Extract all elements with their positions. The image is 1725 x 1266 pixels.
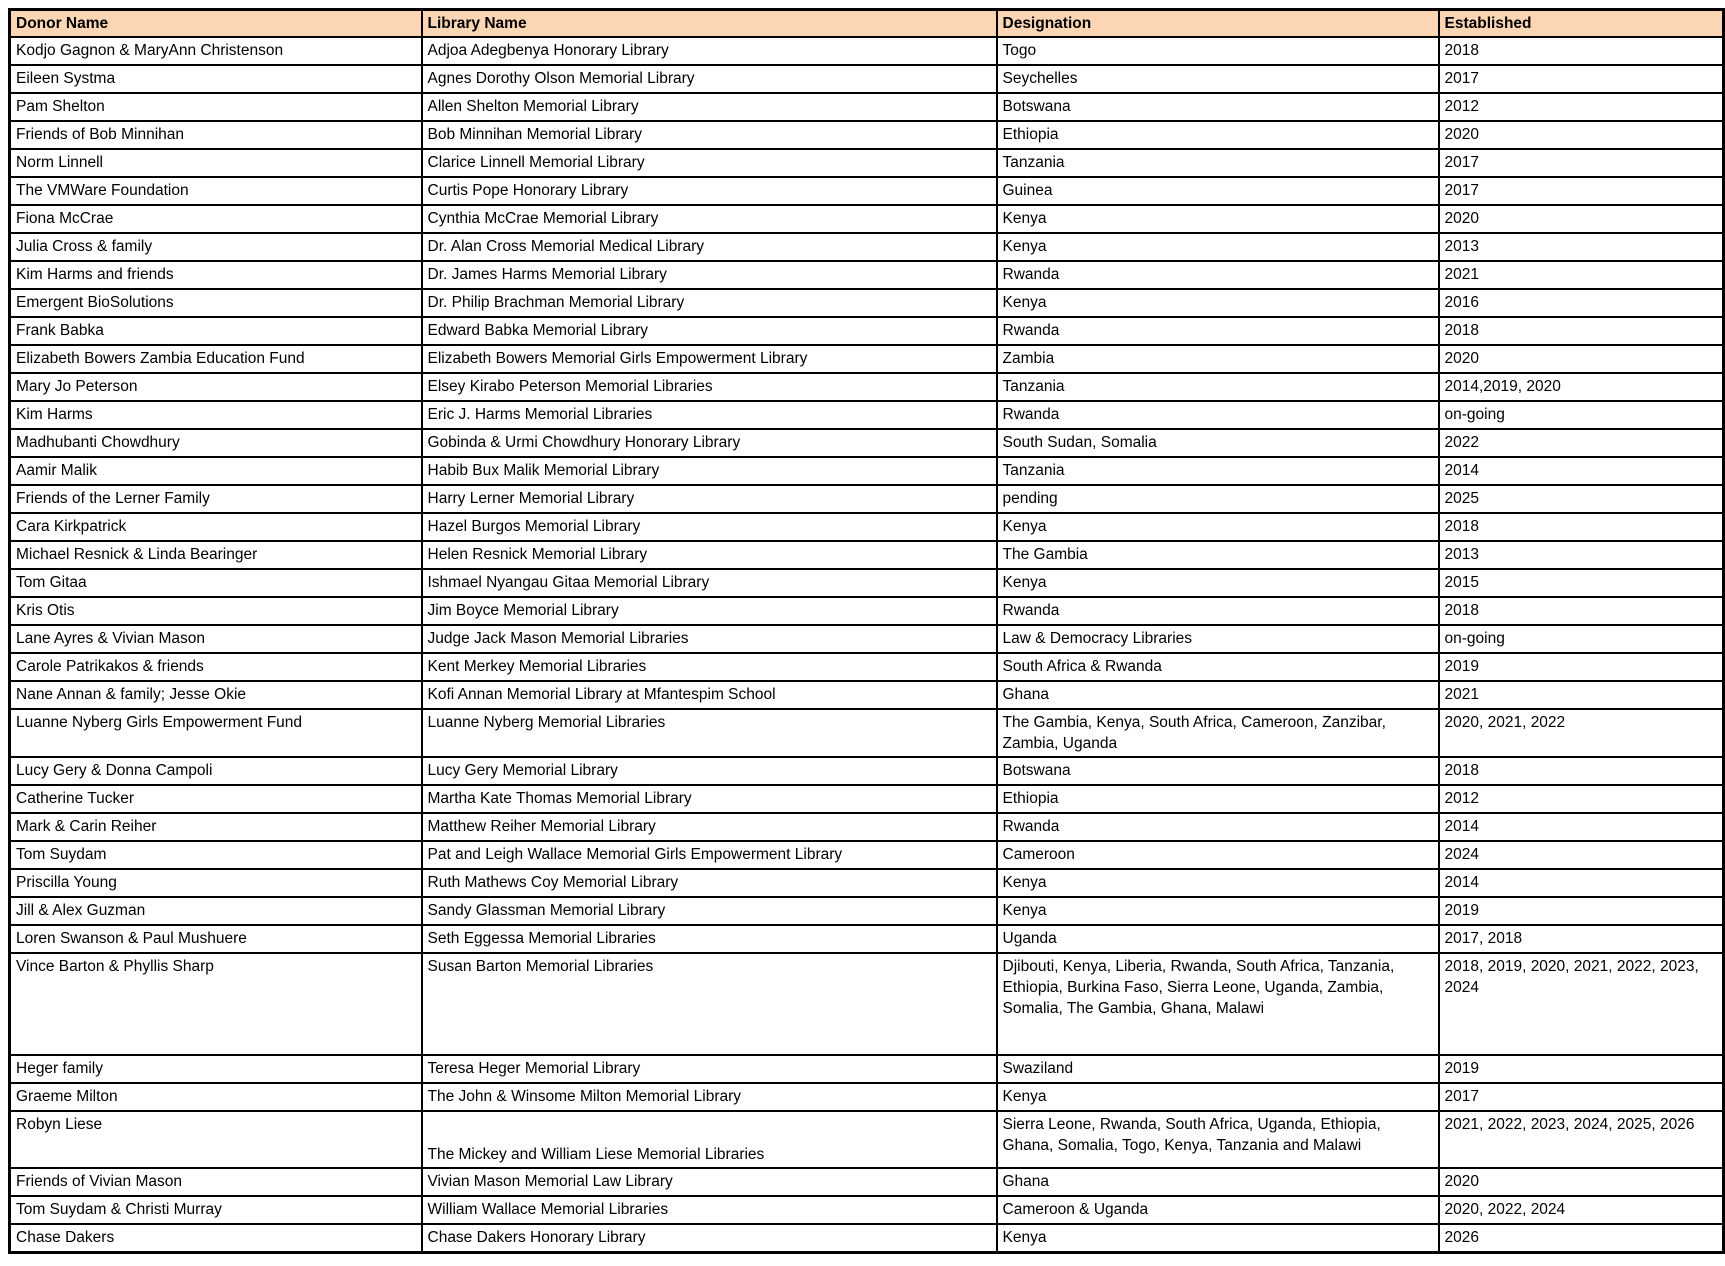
- cell-established: 2014,2019, 2020: [1439, 373, 1724, 401]
- cell-library: Agnes Dorothy Olson Memorial Library: [422, 65, 997, 93]
- cell-established: 2017: [1439, 65, 1724, 93]
- cell-library: Eric J. Harms Memorial Libraries: [422, 401, 997, 429]
- table-row: [10, 485, 1724, 513]
- cell-library: Gobinda & Urmi Chowdhury Honorary Library: [422, 429, 997, 457]
- cell-library: Bob Minnihan Memorial Library: [422, 121, 997, 149]
- cell-library: Adjoa Adegbenya Honorary Library: [422, 37, 997, 65]
- cell-donor: Graeme Milton: [10, 1083, 422, 1111]
- cell-library: Kent Merkey Memorial Libraries: [422, 653, 997, 681]
- cell-established: 2015: [1439, 569, 1724, 597]
- cell-designation: Ghana: [997, 681, 1439, 709]
- cell-designation: Kenya: [997, 289, 1439, 317]
- cell-established: 2025: [1439, 485, 1724, 513]
- cell-donor: Eileen Systma: [10, 65, 422, 93]
- cell-library: Clarice Linnell Memorial Library: [422, 149, 997, 177]
- cell-donor: The VMWare Foundation: [10, 177, 422, 205]
- cell-donor: Catherine Tucker: [10, 785, 422, 813]
- table-row: [10, 177, 1724, 205]
- cell-library: Pat and Leigh Wallace Memorial Girls Empowerment Library: [422, 841, 997, 869]
- table-row: [10, 373, 1724, 401]
- cell-designation: Zambia: [997, 345, 1439, 373]
- cell-library: Cynthia McCrae Memorial Library: [422, 205, 997, 233]
- table-row: [10, 429, 1724, 457]
- cell-established: 2017: [1439, 177, 1724, 205]
- table-row: [10, 457, 1724, 485]
- cell-established: 2018: [1439, 597, 1724, 625]
- table-row: [10, 1111, 1724, 1168]
- cell-designation: Law & Democracy Libraries: [997, 625, 1439, 653]
- cell-library: William Wallace Memorial Libraries: [422, 1196, 997, 1224]
- cell-established: 2014: [1439, 869, 1724, 897]
- cell-donor: Aamir Malik: [10, 457, 422, 485]
- cell-library: Habib Bux Malik Memorial Library: [422, 457, 997, 485]
- cell-designation: Tanzania: [997, 373, 1439, 401]
- cell-library: Dr. Alan Cross Memorial Medical Library: [422, 233, 997, 261]
- cell-donor: Kodjo Gagnon & MaryAnn Christenson: [10, 37, 422, 65]
- cell-established: 2013: [1439, 233, 1724, 261]
- cell-established: 2019: [1439, 897, 1724, 925]
- table-row: [10, 513, 1724, 541]
- cell-donor: Tom Gitaa: [10, 569, 422, 597]
- table-row: [10, 149, 1724, 177]
- cell-donor: Friends of Bob Minnihan: [10, 121, 422, 149]
- cell-designation: Botswana: [997, 93, 1439, 121]
- cell-donor: Luanne Nyberg Girls Empowerment Fund: [10, 709, 422, 757]
- cell-designation: Ethiopia: [997, 785, 1439, 813]
- table-row: [10, 625, 1724, 653]
- cell-library: Seth Eggessa Memorial Libraries: [422, 925, 997, 953]
- cell-donor: Nane Annan & family; Jesse Okie: [10, 681, 422, 709]
- cell-designation: Rwanda: [997, 261, 1439, 289]
- table-row: [10, 261, 1724, 289]
- cell-designation: Kenya: [997, 513, 1439, 541]
- cell-library: Chase Dakers Honorary Library: [422, 1224, 997, 1252]
- cell-library: Dr. James Harms Memorial Library: [422, 261, 997, 289]
- column-header-designation: Designation: [997, 10, 1439, 38]
- cell-library: Teresa Heger Memorial Library: [422, 1055, 997, 1083]
- cell-donor: Friends of the Lerner Family: [10, 485, 422, 513]
- cell-donor: Emergent BioSolutions: [10, 289, 422, 317]
- cell-designation: Swaziland: [997, 1055, 1439, 1083]
- table-row: [10, 869, 1724, 897]
- cell-donor: Robyn Liese: [10, 1111, 422, 1168]
- cell-established: 2017: [1439, 1083, 1724, 1111]
- column-header-donor-name: Donor Name: [10, 10, 422, 38]
- cell-donor: Cara Kirkpatrick: [10, 513, 422, 541]
- cell-library: Kofi Annan Memorial Library at Mfantespim School: [422, 681, 997, 709]
- cell-donor: Fiona McCrae: [10, 205, 422, 233]
- cell-donor: Friends of Vivian Mason: [10, 1168, 422, 1196]
- cell-established: 2021: [1439, 681, 1724, 709]
- table-row: [10, 813, 1724, 841]
- table-row: [10, 345, 1724, 373]
- table-row: [10, 317, 1724, 345]
- table-row: [10, 597, 1724, 625]
- cell-established: 2020: [1439, 1168, 1724, 1196]
- cell-established: 2020: [1439, 205, 1724, 233]
- table-body: [10, 37, 1724, 1252]
- cell-established: on-going: [1439, 401, 1724, 429]
- table-row: [10, 653, 1724, 681]
- table-row: [10, 289, 1724, 317]
- table-row: [10, 757, 1724, 785]
- cell-donor: Tom Suydam: [10, 841, 422, 869]
- cell-donor: Norm Linnell: [10, 149, 422, 177]
- cell-library: Jim Boyce Memorial Library: [422, 597, 997, 625]
- table-row: [10, 401, 1724, 429]
- cell-library: Curtis Pope Honorary Library: [422, 177, 997, 205]
- cell-library: Vivian Mason Memorial Law Library: [422, 1168, 997, 1196]
- table-row: [10, 841, 1724, 869]
- cell-library: Susan Barton Memorial Libraries: [422, 953, 997, 1055]
- cell-designation: Kenya: [997, 1083, 1439, 1111]
- document-sheet: [8, 8, 1725, 1254]
- table-row: [10, 1224, 1724, 1252]
- cell-donor: Kim Harms: [10, 401, 422, 429]
- cell-designation: pending: [997, 485, 1439, 513]
- cell-designation: Sierra Leone, Rwanda, South Africa, Uganda, Ethiopia, Ghana, Somalia, Togo, Kenya, Tanzania and Malawi: [997, 1111, 1439, 1168]
- table-row: [10, 65, 1724, 93]
- cell-donor: Elizabeth Bowers Zambia Education Fund: [10, 345, 422, 373]
- table-row: [10, 925, 1724, 953]
- table-row: [10, 569, 1724, 597]
- cell-designation: Rwanda: [997, 813, 1439, 841]
- cell-designation: Rwanda: [997, 317, 1439, 345]
- cell-library: Elsey Kirabo Peterson Memorial Libraries: [422, 373, 997, 401]
- cell-established: 2021: [1439, 261, 1724, 289]
- cell-library: Martha Kate Thomas Memorial Library: [422, 785, 997, 813]
- cell-designation: South Sudan, Somalia: [997, 429, 1439, 457]
- cell-library: Helen Resnick Memorial Library: [422, 541, 997, 569]
- cell-established: 2020: [1439, 345, 1724, 373]
- cell-donor: Lucy Gery & Donna Campoli: [10, 757, 422, 785]
- cell-designation: Seychelles: [997, 65, 1439, 93]
- cell-library: Edward Babka Memorial Library: [422, 317, 997, 345]
- table-row: [10, 541, 1724, 569]
- cell-established: 2020, 2021, 2022: [1439, 709, 1724, 757]
- table-row: [10, 37, 1724, 65]
- cell-established: 2021, 2022, 2023, 2024, 2025, 2026: [1439, 1111, 1724, 1168]
- cell-designation: Kenya: [997, 205, 1439, 233]
- cell-donor: Mary Jo Peterson: [10, 373, 422, 401]
- cell-library: Luanne Nyberg Memorial Libraries: [422, 709, 997, 757]
- cell-donor: Michael Resnick & Linda Bearinger: [10, 541, 422, 569]
- cell-donor: Madhubanti Chowdhury: [10, 429, 422, 457]
- cell-designation: Kenya: [997, 569, 1439, 597]
- cell-library: Ruth Mathews Coy Memorial Library: [422, 869, 997, 897]
- cell-donor: Heger family: [10, 1055, 422, 1083]
- cell-established: 2018, 2019, 2020, 2021, 2022, 2023, 2024: [1439, 953, 1724, 1055]
- cell-library: Sandy Glassman Memorial Library: [422, 897, 997, 925]
- cell-library: Judge Jack Mason Memorial Libraries: [422, 625, 997, 653]
- cell-established: 2017: [1439, 149, 1724, 177]
- cell-established: 2024: [1439, 841, 1724, 869]
- table-row: [10, 121, 1724, 149]
- cell-donor: Loren Swanson & Paul Mushuere: [10, 925, 422, 953]
- column-header-library-name: Library Name: [422, 10, 997, 38]
- cell-designation: South Africa & Rwanda: [997, 653, 1439, 681]
- cell-designation: The Gambia, Kenya, South Africa, Cameroon, Zanzibar, Zambia, Uganda: [997, 709, 1439, 757]
- table-row: [10, 1168, 1724, 1196]
- cell-designation: Rwanda: [997, 597, 1439, 625]
- cell-designation: Cameroon: [997, 841, 1439, 869]
- table-row: [10, 785, 1724, 813]
- cell-library: Matthew Reiher Memorial Library: [422, 813, 997, 841]
- table-header: [10, 10, 1724, 38]
- cell-designation: Guinea: [997, 177, 1439, 205]
- cell-donor: Frank Babka: [10, 317, 422, 345]
- cell-library: The John & Winsome Milton Memorial Library: [422, 1083, 997, 1111]
- cell-established: 2019: [1439, 653, 1724, 681]
- cell-established: 2012: [1439, 785, 1724, 813]
- cell-library: Hazel Burgos Memorial Library: [422, 513, 997, 541]
- cell-designation: Ghana: [997, 1168, 1439, 1196]
- table-row: [10, 897, 1724, 925]
- cell-donor: Vince Barton & Phyllis Sharp: [10, 953, 422, 1055]
- cell-established: 2012: [1439, 93, 1724, 121]
- cell-designation: Uganda: [997, 925, 1439, 953]
- cell-library: Harry Lerner Memorial Library: [422, 485, 997, 513]
- cell-established: 2019: [1439, 1055, 1724, 1083]
- cell-established: 2018: [1439, 513, 1724, 541]
- cell-designation: Cameroon & Uganda: [997, 1196, 1439, 1224]
- table-row: [10, 1083, 1724, 1111]
- cell-designation: The Gambia: [997, 541, 1439, 569]
- cell-donor: Kris Otis: [10, 597, 422, 625]
- cell-established: 2022: [1439, 429, 1724, 457]
- cell-established: 2020: [1439, 121, 1724, 149]
- table-row: [10, 93, 1724, 121]
- cell-established: 2020, 2022, 2024: [1439, 1196, 1724, 1224]
- cell-established: 2018: [1439, 37, 1724, 65]
- cell-designation: Kenya: [997, 869, 1439, 897]
- cell-donor: Lane Ayres & Vivian Mason: [10, 625, 422, 653]
- table-row: [10, 1055, 1724, 1083]
- cell-established: 2013: [1439, 541, 1724, 569]
- cell-designation: Ethiopia: [997, 121, 1439, 149]
- cell-designation: Kenya: [997, 1224, 1439, 1252]
- cell-designation: Tanzania: [997, 149, 1439, 177]
- cell-library: The Mickey and William Liese Memorial Libraries: [422, 1111, 997, 1168]
- cell-donor: Mark & Carin Reiher: [10, 813, 422, 841]
- table-row: [10, 681, 1724, 709]
- table-row: [10, 953, 1724, 1055]
- cell-donor: Kim Harms and friends: [10, 261, 422, 289]
- cell-donor: Priscilla Young: [10, 869, 422, 897]
- cell-library: Allen Shelton Memorial Library: [422, 93, 997, 121]
- cell-designation: Tanzania: [997, 457, 1439, 485]
- column-header-established: Established: [1439, 10, 1724, 38]
- cell-library: Ishmael Nyangau Gitaa Memorial Library: [422, 569, 997, 597]
- header-row: [10, 10, 1724, 38]
- cell-established: 2018: [1439, 317, 1724, 345]
- cell-designation: Botswana: [997, 757, 1439, 785]
- table-row: [10, 709, 1724, 757]
- cell-established: 2026: [1439, 1224, 1724, 1252]
- cell-designation: Togo: [997, 37, 1439, 65]
- cell-donor: Pam Shelton: [10, 93, 422, 121]
- cell-donor: Carole Patrikakos & friends: [10, 653, 422, 681]
- cell-donor: Chase Dakers: [10, 1224, 422, 1252]
- cell-library: Dr. Philip Brachman Memorial Library: [422, 289, 997, 317]
- table-row: [10, 205, 1724, 233]
- cell-donor: Julia Cross & family: [10, 233, 422, 261]
- cell-established: on-going: [1439, 625, 1724, 653]
- cell-library: Elizabeth Bowers Memorial Girls Empowerment Library: [422, 345, 997, 373]
- cell-established: 2017, 2018: [1439, 925, 1724, 953]
- cell-donor: Jill & Alex Guzman: [10, 897, 422, 925]
- cell-designation: Rwanda: [997, 401, 1439, 429]
- cell-established: 2014: [1439, 457, 1724, 485]
- cell-established: 2018: [1439, 757, 1724, 785]
- cell-donor: Tom Suydam & Christi Murray: [10, 1196, 422, 1224]
- cell-library: Lucy Gery Memorial Library: [422, 757, 997, 785]
- cell-designation: Djibouti, Kenya, Liberia, Rwanda, South Africa, Tanzania, Ethiopia, Burkina Faso, Sierra Leone, Uganda, Zambia, Somalia, The Gambia, Ghana, Malawi: [997, 953, 1439, 1055]
- cell-designation: Kenya: [997, 897, 1439, 925]
- cell-designation: Kenya: [997, 233, 1439, 261]
- cell-established: 2014: [1439, 813, 1724, 841]
- cell-established: 2016: [1439, 289, 1724, 317]
- table-row: [10, 233, 1724, 261]
- donor-library-table: [8, 8, 1725, 1254]
- table-row: [10, 1196, 1724, 1224]
